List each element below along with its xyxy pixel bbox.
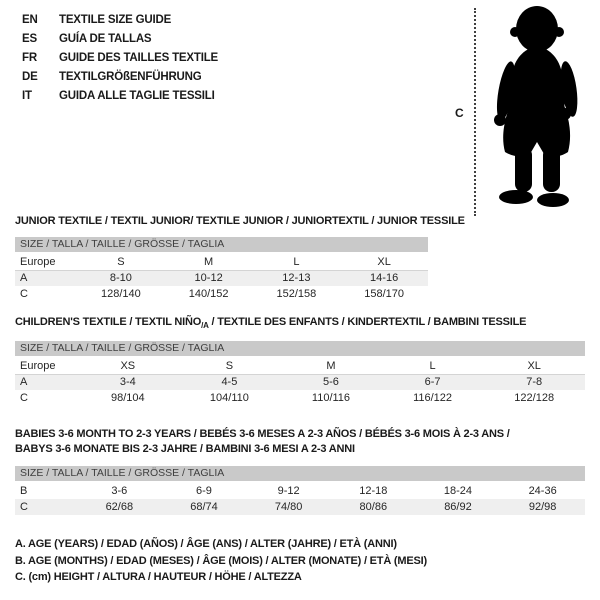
column-header: XL <box>483 358 585 374</box>
row-label: C <box>20 392 28 404</box>
lang-title: GUIDA ALLE TAGLIE TESSILI <box>59 90 215 102</box>
column-header: M <box>165 254 253 270</box>
title-part: / TEXTILE DES ENFANTS / KINDERTEXTIL / BAMBINI TESSILE <box>208 316 527 328</box>
column-header: M <box>280 358 382 374</box>
cell-value: 128/140 <box>100 288 141 300</box>
cell-value: 92/98 <box>500 499 585 515</box>
children-table <box>15 358 585 406</box>
note-age-years: A. AGE (YEARS) / EDAD (AÑOS) / ÂGE (ANS) / ALTER (JAHRE) / ETÀ (ANNI) <box>15 538 397 550</box>
section-title-children <box>15 316 526 330</box>
lang-code: DE <box>22 71 38 83</box>
cell-value: 4-5 <box>179 374 281 390</box>
row-label: B <box>20 485 28 497</box>
cell-value: 68/74 <box>162 499 247 515</box>
cell-value: 122/128 <box>514 392 555 404</box>
cell-value: 110/116 <box>311 392 351 404</box>
lang-row-it <box>22 87 218 106</box>
lang-row-es <box>22 30 218 49</box>
cell-value: 18-24 <box>443 485 473 497</box>
height-measure-line <box>474 8 476 216</box>
cell-value: 24-36 <box>528 485 557 497</box>
note-height-cm: C. (cm) HEIGHT / ALTURA / HAUTEUR / HÖHE / ALTEZZA <box>15 571 302 583</box>
table-row <box>15 374 585 390</box>
lang-row-de <box>22 68 218 87</box>
baby-silhouette-icon <box>479 3 597 217</box>
junior-table <box>15 254 428 302</box>
cell-value: 158/170 <box>364 288 404 300</box>
title-line-2: BABYS 3-6 MONATE BIS 2-3 JAHRE / BAMBINI 3-6 MESI A 2-3 ANNI <box>15 443 355 455</box>
title-line-1: BABIES 3-6 MONTH TO 2-3 YEARS / BEBÉS 3-6 MESES A 2-3 AÑOS / BÉBÉS 3-6 MOIS À 2-3 ANS / <box>15 428 510 440</box>
cell-value: 8-10 <box>77 270 165 286</box>
size-header-bar: SIZE / TALLA / TAILLE / GRÖSSE / TAGLIA <box>15 466 585 481</box>
cell-value: 6-9 <box>196 485 212 497</box>
row-label: A <box>15 270 77 286</box>
height-measure-label: C <box>455 106 464 120</box>
lang-row-en <box>22 11 218 30</box>
cell-value: 116/122 <box>413 392 453 404</box>
junior-size-table <box>15 237 428 302</box>
column-header: XL <box>340 254 428 270</box>
cell-value: 6-7 <box>382 374 484 390</box>
cell-value: 14-16 <box>340 270 428 286</box>
table-header-row <box>15 254 428 270</box>
cell-value: 62/68 <box>77 499 162 515</box>
language-header <box>22 11 218 106</box>
title-part: CHILDREN'S TEXTILE / TEXTIL NIÑO <box>15 316 202 328</box>
title-subscript: /A <box>201 321 209 331</box>
lang-title: TEXTILGRÖßENFÜHRUNG <box>59 71 202 83</box>
section-title-babies <box>15 427 585 457</box>
column-header: Europe <box>15 358 77 374</box>
size-header-bar: SIZE / TALLA / TAILLE / GRÖSSE / TAGLIA <box>15 341 585 356</box>
lang-code: ES <box>22 33 37 45</box>
lang-code: EN <box>22 14 38 26</box>
cell-value: 152/158 <box>276 288 317 300</box>
row-label: C <box>20 288 28 300</box>
table-row <box>15 499 585 515</box>
lang-code: FR <box>22 52 37 64</box>
column-header: S <box>179 358 281 374</box>
row-label: A <box>15 374 77 390</box>
size-header-bar: SIZE / TALLA / TAILLE / GRÖSSE / TAGLIA <box>15 237 428 252</box>
column-header: XS <box>77 358 179 374</box>
legend-notes <box>15 536 427 586</box>
cell-value: 140/152 <box>188 288 229 300</box>
table-row <box>15 390 585 406</box>
cell-value: 98/104 <box>110 392 145 404</box>
cell-value: 86/92 <box>416 499 501 515</box>
lang-row-fr <box>22 49 218 68</box>
column-header: S <box>77 254 165 270</box>
cell-value: 10-12 <box>165 270 253 286</box>
row-label: C <box>15 499 77 515</box>
cell-value: 3-6 <box>111 485 128 497</box>
section-title-junior: JUNIOR TEXTILE / TEXTIL JUNIOR/ TEXTILE JUNIOR / JUNIORTEXTIL / JUNIOR TESSILE <box>15 215 465 227</box>
note-age-months: B. AGE (MONTHS) / EDAD (MESES) / ÂGE (MOIS) / ALTER (MONATE) / ETÀ (MESI) <box>15 554 427 567</box>
cell-value: 9-12 <box>277 485 300 497</box>
column-header: L <box>382 358 484 374</box>
lang-title: GUIDE DES TAILLES TEXTILE <box>59 52 218 64</box>
cell-value: 80/86 <box>331 499 416 515</box>
babies-table <box>15 483 585 515</box>
cell-value: 104/110 <box>209 392 249 404</box>
cell-value: 12-18 <box>359 485 388 497</box>
table-row <box>15 286 428 302</box>
lang-code: IT <box>22 90 32 102</box>
cell-value: 7-8 <box>483 374 585 390</box>
babies-size-table <box>15 466 585 515</box>
cell-value: 3-4 <box>77 374 179 390</box>
column-header: Europe <box>15 254 77 270</box>
table-row <box>15 270 428 286</box>
children-size-table <box>15 341 585 406</box>
cell-value: 74/80 <box>246 499 331 515</box>
cell-value: 12-13 <box>253 270 341 286</box>
lang-title: TEXTILE SIZE GUIDE <box>59 14 172 26</box>
column-header: L <box>253 254 341 270</box>
table-header-row <box>15 358 585 374</box>
lang-title: GUÍA DE TALLAS <box>59 33 152 45</box>
cell-value: 5-6 <box>280 374 382 390</box>
table-row <box>15 483 585 499</box>
